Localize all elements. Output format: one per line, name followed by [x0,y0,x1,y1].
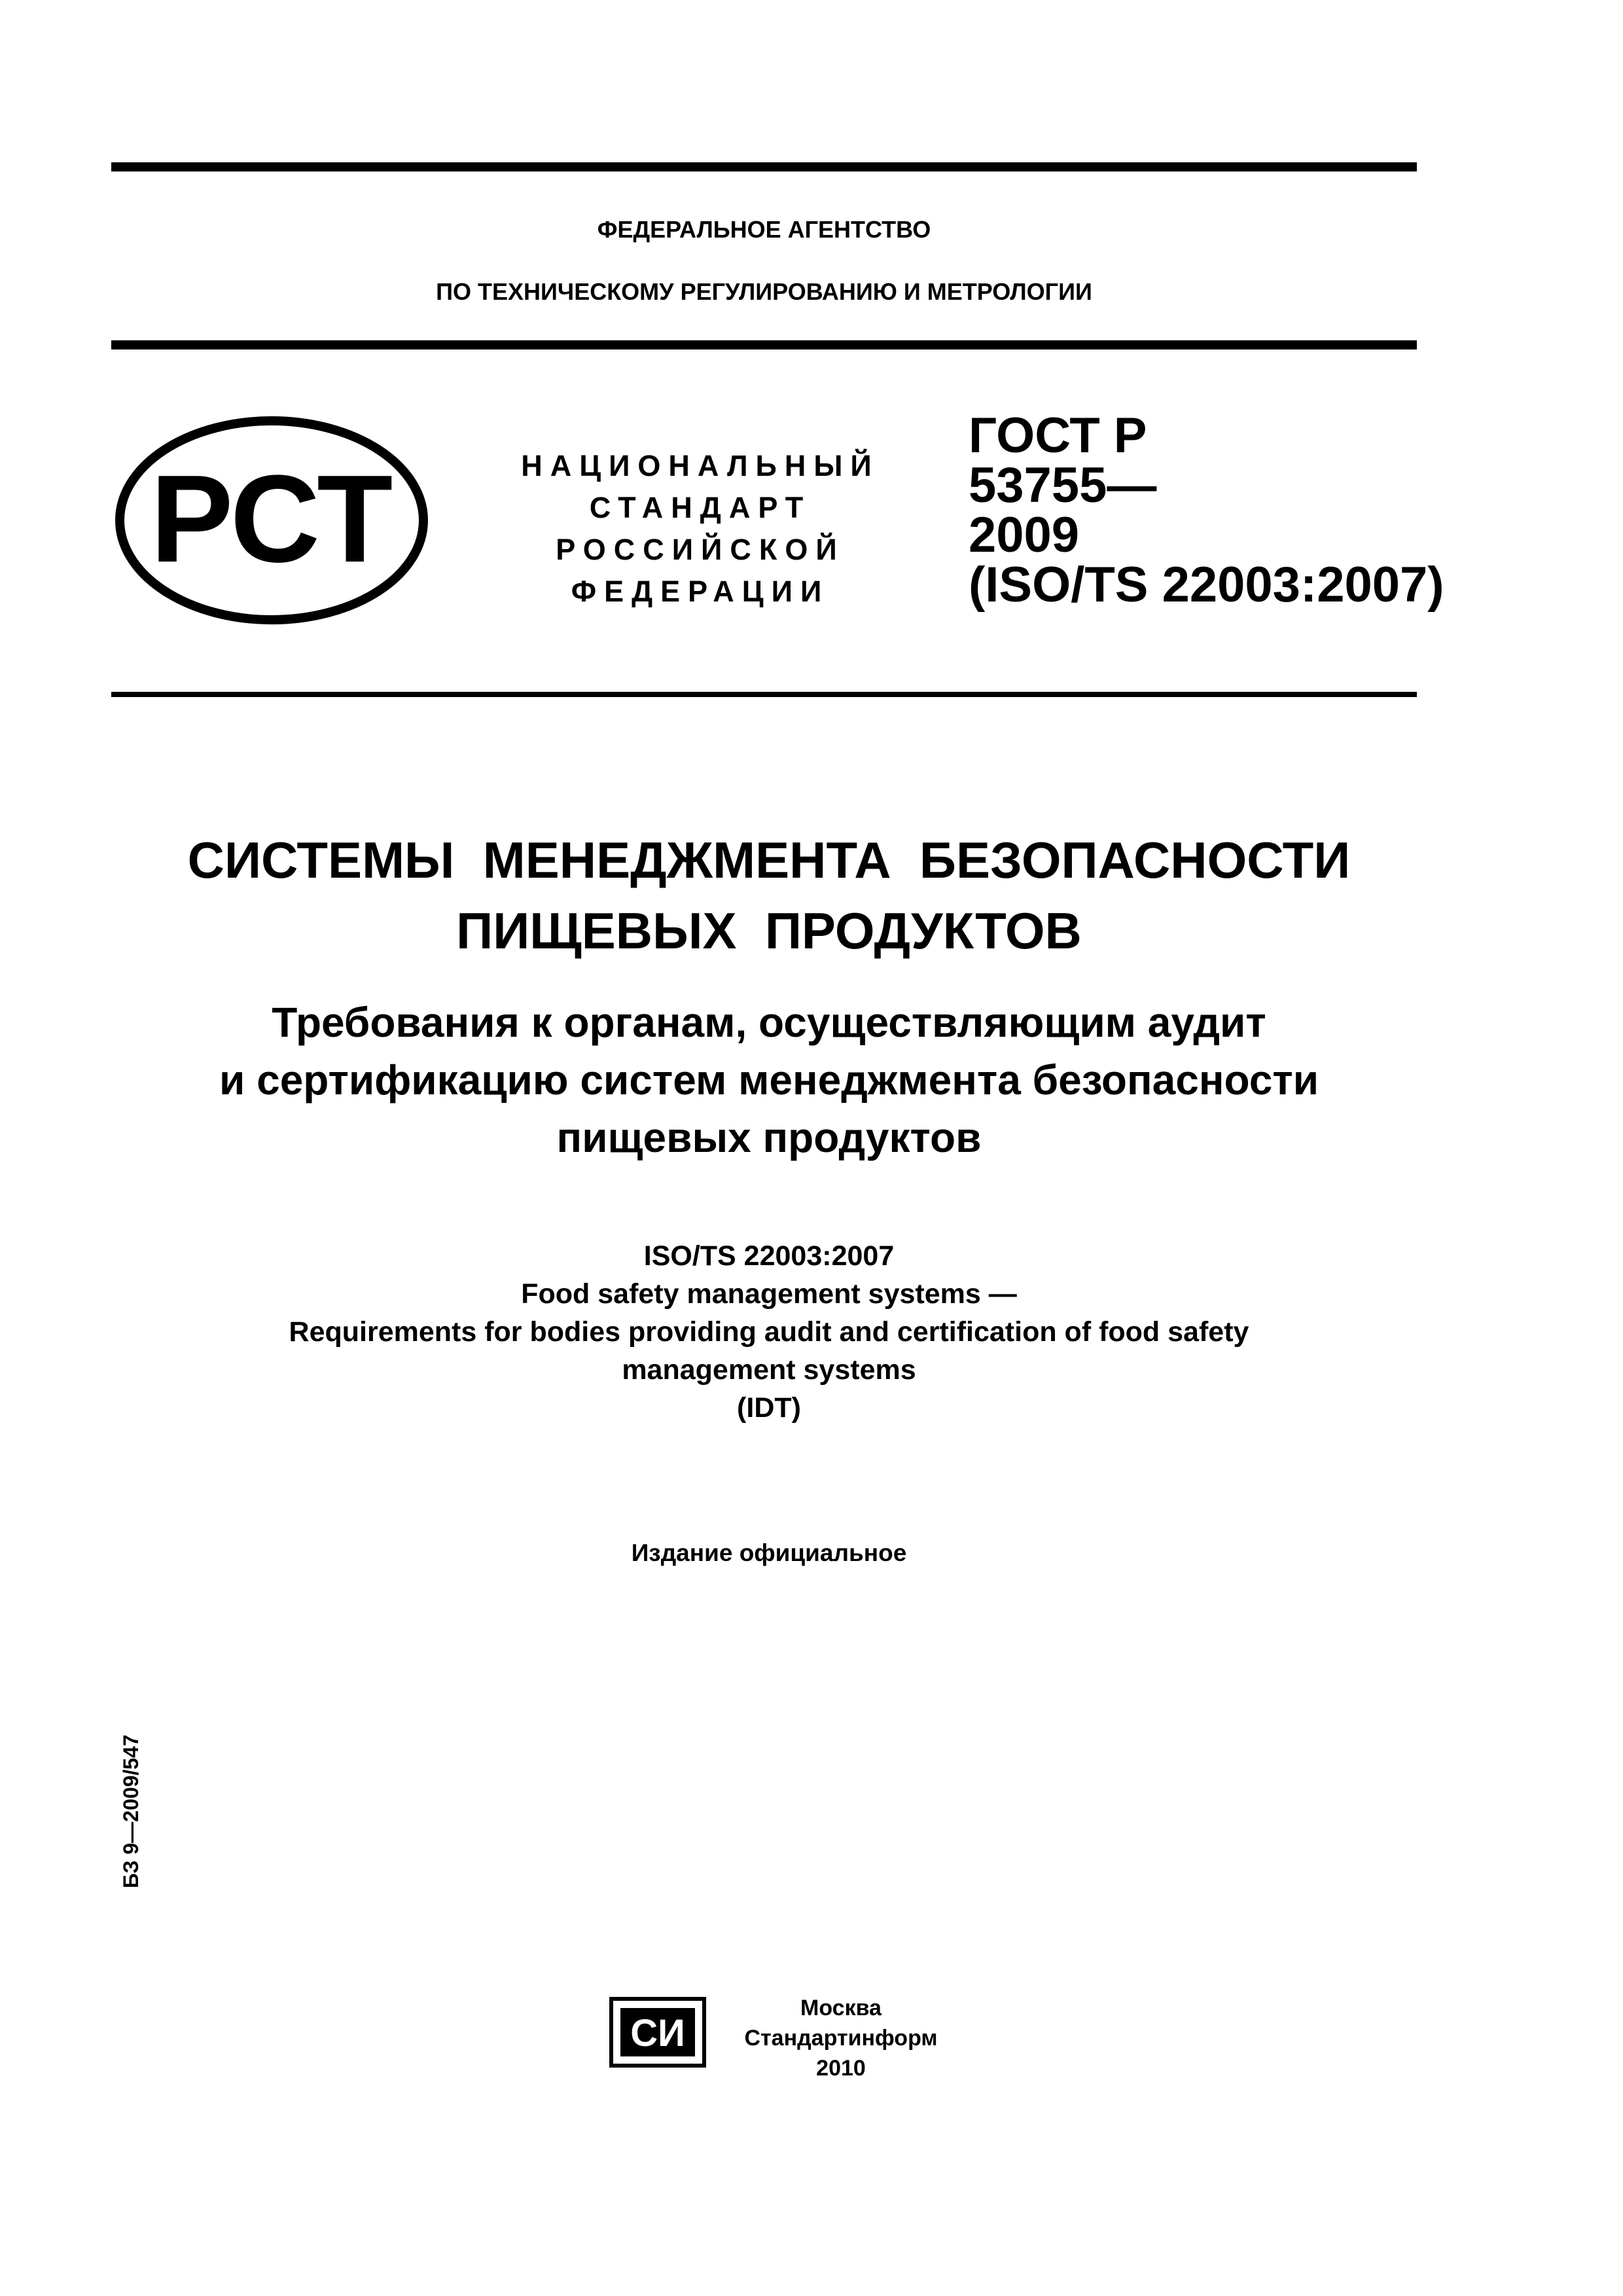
agency-line-2: ПО ТЕХНИЧЕСКОМУ РЕГУЛИРОВАНИЮ И МЕТРОЛОГИИ [436,278,1092,305]
national-standard-line-1: НАЦИОНАЛЬНЫЙ [521,449,880,482]
iso-line-4: management systems [622,1354,916,1386]
designation-line-4: (ISO/TS 22003:2007) [969,557,1444,613]
side-code-text: БЗ 9—2009/547 [119,1734,143,1888]
national-standard-line-4: ФЕДЕРАЦИИ [571,575,830,608]
subtitle-line-3: пищевых продуктов [556,1114,982,1161]
national-standard-line-2: СТАНДАРТ [589,491,812,524]
iso-line-2: Food safety management systems — [521,1278,1017,1310]
iso-line-1: ISO/TS 22003:2007 [643,1240,895,1272]
header-bottom-rule [111,692,1417,697]
designation-line-3: 2009 [969,507,1080,563]
agency-bottom-rule [111,340,1417,350]
standartinform-logo-icon [609,1996,707,2068]
iso-line-5: (IDT) [737,1392,801,1424]
top-rule [111,162,1417,171]
national-standard-line-3: РОССИЙСКОЙ [556,533,845,566]
title-line-2: ПИЩЕВЫХ ПРОДУКТОВ [456,902,1082,960]
iso-line-3: Requirements for bodies providing audit and certification of food safety [289,1316,1249,1348]
rst-emblem-icon [111,412,432,628]
iso-reference [111,1237,1427,1427]
subtitle-line-2: и сертификацию систем менеджмента безопасности [219,1056,1319,1103]
agency-line-1: ФЕДЕРАЛЬНОЕ АГЕНТСТВО [597,216,931,243]
document-title [111,825,1427,966]
emblem-text: РСТ [150,450,393,588]
designation-line-2: 53755— [969,457,1157,513]
national-standard-block [484,445,916,613]
edition-note: Издание официальное [631,1539,907,1566]
publisher-block [733,1993,949,2083]
designation-line-1: ГОСТ Р [969,408,1147,463]
publisher-year: 2010 [816,2056,866,2081]
standard-designation [969,408,1466,613]
publisher-city: Москва [800,1996,882,2020]
logo-text: СИ [630,2012,685,2054]
publisher-name: Стандартинформ [744,2026,938,2051]
title-line-1: СИСТЕМЫ МЕНЕДЖМЕНТА БЕЗОПАСНОСТИ [187,831,1351,889]
document-subtitle [98,994,1440,1166]
subtitle-line-1: Требования к органам, осуществляющим аудит [272,999,1266,1046]
